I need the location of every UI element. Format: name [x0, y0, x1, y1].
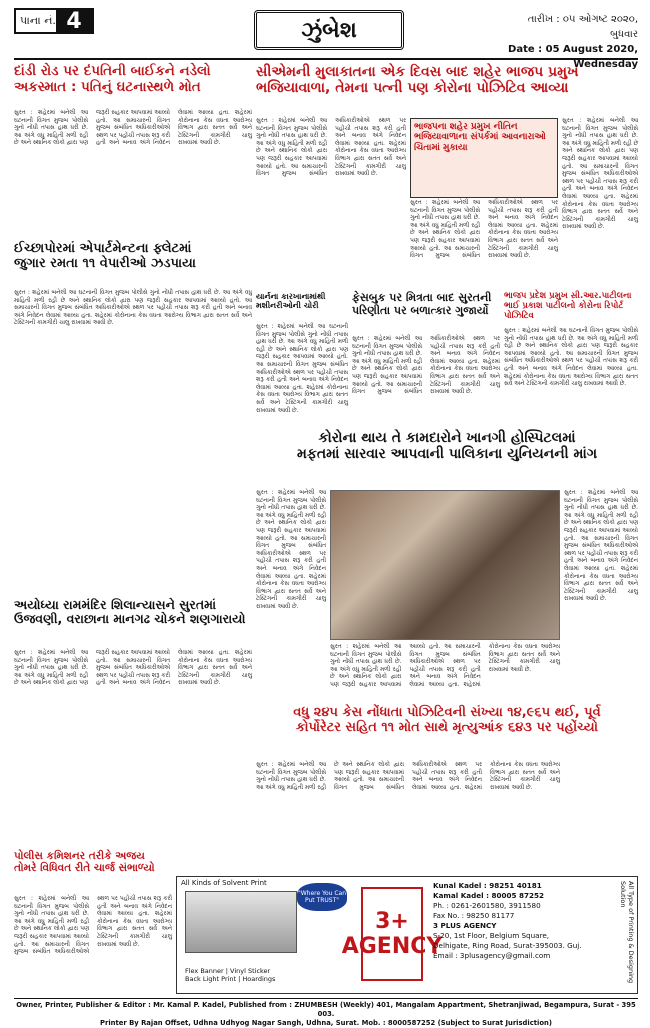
ad-company: 3 PLUS AGENCY: [433, 921, 497, 930]
ad-contact-kunal: Kunal Kadel : 98251 40181: [433, 881, 542, 890]
union-body-left: સુરત : શહેરમાં બનેલી આ ઘટનાની વિગત મુજબ પોલીસે ગુનો નોંધી તપાસ હાથ ધરી છે. આ અંગે વધુ માહિતી મળી રહી છે અને સ્થાનિક લોકો દ્વારા પણ જરૂરી સહકાર આપવામાં આવ્યો હતો. આ સમાચારની વિગત મુજબ સંબંધિત અધિકારીઓએ સ્થળ પર પહોંચી તપાસ શરૂ કરી હતી અને બનાવ અંગે નિવેદન લેવામાં આવ્યા હતા. શહેરમાં કોરોનાના કેસ વધતા આરોગ્ય વિભાગ દ્વારા સતત સર્વે અને ટેસ્ટિંગની કામગીરી ચાલુ રાખવામાં આવી છે.: [256, 490, 326, 610]
yarn-headline-line2: મશીનરીઓની ચોરી: [256, 301, 319, 311]
cm-headline: [256, 64, 638, 114]
union-meeting-photo: [330, 490, 560, 640]
dandi-headline: [14, 64, 252, 108]
cases-headline-line1: વધુ ૨૪૫ કેસ નોંધાતા પોઝિટિવની સંખ્યા ૧૪,૯૬૫ થઈ, પૂર્વ: [293, 705, 601, 720]
page-label: પાના નં.: [20, 14, 56, 27]
cm-body-right: સુરત : શહેરમાં બનેલી આ ઘટનાની વિગત મુજબ પોલીસે ગુનો નોંધી તપાસ હાથ ધરી છે. આ અંગે વધુ માહિતી મળી રહી છે અને સ્થાનિક લોકો દ્વારા પણ જરૂરી સહકાર આપવામાં આવ્યો હતો. આ સમાચારની વિગત મુજબ સંબંધિત અધિકારીઓએ સ્થળ પર પહોંચી તપાસ શરૂ કરી હતી અને બનાવ અંગે નિવેદન લેવામાં આવ્યા હતા. શહેરમાં કોરોનાના કેસ વધતા આરોગ્ય વિભાગ દ્વારા સતત સર્વે અને ટેસ્ટિંગની કામગીરી ચાલુ રાખવામાં આવી છે.: [562, 118, 638, 231]
dandi-headline-line1: દાંડી રોડ પર દંપતિની બાઈકને નડેલો: [14, 63, 211, 79]
cm-inset-body: સુરત : શહેરમાં બનેલી આ ઘટનાની વિગત મુજબ પોલીસે ગુનો નોંધી તપાસ હાથ ધરી છે. આ અંગે વધુ માહિતી મળી રહી છે અને સ્થાનિક લોકો દ્વારા પણ જરૂરી સહકાર આપવામાં આવ્યો હતો. આ સમાચારની વિગત મુજબ સંબંધિત અધિકારીઓએ સ્થળ પર પહોંચી તપાસ શરૂ કરી હતી અને બનાવ અંગે નિવેદન લેવામાં આવ્યા હતા. શહેરમાં કોરોનાના કેસ વધતા આરોગ્ય વિભાગ દ્વારા સતત સર્વે અને ટેસ્ટિંગની કામગીરી ચાલુ રાખવામાં આવી છે.: [410, 200, 558, 260]
ad-contact: [433, 881, 611, 961]
advertisement: [176, 876, 638, 994]
ad-address1: S-20, 1st Floor, Belgium Square,: [433, 931, 550, 940]
union-headline-line1: કોરોના થાય તે કામદારોને ખાનગી હોસ્પિટલમાં: [318, 430, 576, 446]
footer-line1: Owner, Printer, Publisher & Editor : Mr. Kamal P. Kadel, Published from : ZHUMBESH (Weekly) 401, Mangalam Appartment, Shetranjiwad, Begampura, Surat - 395 003.: [16, 1001, 636, 1018]
ad-contact-kamal: Kamal Kadel : 80005 87252: [433, 891, 545, 900]
page-number: 4: [56, 10, 92, 32]
police-headline: [14, 850, 172, 894]
yarn-headline-line1: યાર્નના કારખાનામાંથી: [256, 292, 326, 301]
patil-headline-line2: ભાઈ પ્રકાશ પાટીલનો કોરોના રિપોર્ટ પોઝિટિવ: [504, 300, 624, 321]
police-headline-line1: પોલીસ કમિશનર તરીકે અજય: [14, 850, 145, 862]
page-number-box: [14, 8, 94, 34]
yarn-headline: [256, 292, 348, 322]
cases-headline-line2: કોર્પોરેટર સહિત ૧૧ મોત સાથે મૃત્યુઆંક ૬૪૩ પર પહોંચ્યો: [296, 719, 598, 735]
cm-body-left: સુરત : શહેરમાં બનેલી આ ઘટનાની વિગત મુજબ પોલીસે ગુનો નોંધી તપાસ હાથ ધરી છે. આ અંગે વધુ માહિતી મળી રહી છે અને સ્થાનિક લોકો દ્વારા પણ જરૂરી સહકાર આપવામાં આવ્યો હતો. આ સમાચારની વિગત મુજબ સંબંધિત અધિકારીઓએ સ્થળ પર પહોંચી તપાસ શરૂ કરી હતી અને બનાવ અંગે નિવેદન લેવામાં આવ્યા હતા. શહેરમાં કોરોનાના કેસ વધતા આરોગ્ય વિભાગ દ્વારા સતત સર્વે અને ટેસ્ટિંગની કામગીરી ચાલુ રાખવામાં આવી છે.: [256, 118, 406, 178]
union-headline-line2: મફતમાં સારવાર આપવાની પાલિકાના યુનિયનની માંગ: [296, 446, 598, 463]
ad-tagline: All Kinds of Solvent Print: [181, 879, 267, 887]
facebook-headline-line1: ફેસબુક પર મિત્રતા બાદ સુરતની: [352, 291, 492, 304]
union-body-right: સુરત : શહેરમાં બનેલી આ ઘટનાની વિગત મુજબ પોલીસે ગુનો નોંધી તપાસ હાથ ધરી છે. આ અંગે વધુ માહિતી મળી રહી છે અને સ્થાનિક લોકો દ્વારા પણ જરૂરી સહકાર આપવામાં આવ્યો હતો. આ સમાચારની વિગત મુજબ સંબંધિત અધિકારીઓએ સ્થળ પર પહોંચી તપાસ શરૂ કરી હતી અને બનાવ અંગે નિવેદન લેવામાં આવ્યા હતા. શહેરમાં કોરોનાના કેસ વધતા આરોગ્ય વિભાગ દ્વારા સતત સર્વે અને ટેસ્ટિંગની કામગીરી ચાલુ રાખવામાં આવી છે.: [564, 490, 638, 603]
patil-headline-line1: ભાજપ પ્રદેશ પ્રમુખ સી.આર.પાટીલના: [504, 291, 632, 301]
date-box: [506, 12, 638, 72]
ad-email: Email : 3plusagency@gmail.com: [433, 951, 551, 960]
ad-logo: 3+ AGENCY: [361, 887, 423, 981]
police-body: સુરત : શહેરમાં બનેલી આ ઘટનાની વિગત મુજબ પોલીસે ગુનો નોંધી તપાસ હાથ ધરી છે. આ અંગે વધુ માહિતી મળી રહી છે અને સ્થાનિક લોકો દ્વારા પણ જરૂરી સહકાર આપવામાં આવ્યો હતો. આ સમાચારની વિગત મુજબ સંબંધિત અધિકારીઓએ સ્થળ પર પહોંચી તપાસ શરૂ કરી હતી અને બનાવ અંગે નિવેદન લેવામાં આવ્યા હતા. શહેરમાં કોરોનાના કેસ વધતા આરોગ્ય વિભાગ દ્વારા સતત સર્વે અને ટેસ્ટિંગની કામગીરી ચાલુ રાખવામાં આવી છે.: [14, 896, 172, 956]
ayodhya-headline-line2: ઉજવણી, વરાછાના માનગઢ ચોકને શણગારાયો: [14, 611, 246, 627]
date-gujarati: તારીખ : ૦૫ ઓગષ્ટ ૨૦૨૦, બુધવાર: [527, 14, 638, 40]
police-headline-line2: તોમરે વિધિવત રીતે ચાર્જ સંભાળ્યો: [14, 862, 155, 875]
union-body-middle: સુરત : શહેરમાં બનેલી આ ઘટનાની વિગત મુજબ પોલીસે ગુનો નોંધી તપાસ હાથ ધરી છે. આ અંગે વધુ માહિતી મળી રહી છે અને સ્થાનિક લોકો દ્વારા પણ જરૂરી સહકાર આપવામાં આવ્યો હતો. આ સમાચારની વિગત મુજબ સંબંધિત અધિકારીઓએ સ્થળ પર પહોંચી તપાસ શરૂ કરી હતી અને બનાવ અંગે નિવેદન લેવામાં આવ્યા હતા. શહેરમાં કોરોનાના કેસ વધતા આરોગ્ય વિભાગ દ્વારા સતત સર્વે અને ટેસ્ટિંગની કામગીરી ચાલુ રાખવામાં આવી છે.: [330, 644, 560, 688]
ad-phone: Ph. : 0261-2601580, 3911580: [433, 901, 541, 910]
jugar-headline-line2: જુગાર રમતા ૧૧ વેપારીઓ ઝડપાયા: [14, 255, 196, 271]
cases-headline: [256, 706, 638, 758]
ayodhya-headline: [14, 598, 252, 648]
cm-headline-line2: ભજિયાવાળા, તેમના પત્ની પણ કોરોના પોઝિટિવ આવ્યા: [256, 80, 569, 97]
newspaper-logo: ઝુંબેશ: [254, 10, 404, 50]
ayodhya-headline-line1: અયોધ્યા રામમંદિર શિલાન્યાસને સુરતમાં: [14, 597, 217, 612]
facebook-headline-line2: પરિણીતા પર બળાત્કાર ગુજાર્યો: [352, 303, 489, 317]
jugar-body: સુરત : શહેરમાં બનેલી આ ઘટનાની વિગત મુજબ પોલીસે ગુનો નોંધી તપાસ હાથ ધરી છે. આ અંગે વધુ માહિતી મળી રહી છે અને સ્થાનિક લોકો દ્વારા પણ જરૂરી સહકાર આપવામાં આવ્યો હતો. આ સમાચારની વિગત મુજબ સંબંધિત અધિકારીઓએ સ્થળ પર પહોંચી તપાસ શરૂ કરી હતી અને બનાવ અંગે નિવેદન લેવામાં આવ્યા હતા. શહેરમાં કોરોનાના કેસ વધતા આરોગ્ય વિભાગ દ્વારા સતત સર્વે અને ટેસ્ટિંગની કામગીરી ચાલુ રાખવામાં આવી છે.: [14, 290, 252, 327]
ad-address2: Delhigate, Ring Road, Surat-395003. Guj.: [433, 941, 582, 950]
patil-body: સુરત : શહેરમાં બનેલી આ ઘટનાની વિગત મુજબ પોલીસે ગુનો નોંધી તપાસ હાથ ધરી છે. આ અંગે વધુ માહિતી મળી રહી છે અને સ્થાનિક લોકો દ્વારા પણ જરૂરી સહકાર આપવામાં આવ્યો હતો. આ સમાચારની વિગત મુજબ સંબંધિત અધિકારીઓએ સ્થળ પર પહોંચી તપાસ શરૂ કરી હતી અને બનાવ અંગે નિવેદન લેવામાં આવ્યા હતા. શહેરમાં કોરોનાના કેસ વધતા આરોગ્ય વિભાગ દ્વારા સતત સર્વે અને ટેસ્ટિંગની કામગીરી ચાલુ રાખવામાં આવી છે.: [504, 328, 638, 388]
jugar-headline: [14, 242, 252, 286]
cm-inset-headline: ભાજપના શહેર પ્રમુખ નીતિન ભજિયાવાળાના સંપર્કમાં આવનારાઓ ચિંતામાં મુકાયા: [414, 122, 546, 153]
cm-inset-box: [410, 118, 558, 198]
dandi-body: સુરત : શહેરમાં બનેલી આ ઘટનાની વિગત મુજબ પોલીસે ગુનો નોંધી તપાસ હાથ ધરી છે. આ અંગે વધુ માહિતી મળી રહી છે અને સ્થાનિક લોકો દ્વારા પણ જરૂરી સહકાર આપવામાં આવ્યો હતો. આ સમાચારની વિગત મુજબ સંબંધિત અધિકારીઓએ સ્થળ પર પહોંચી તપાસ શરૂ કરી હતી અને બનાવ અંગે નિવેદન લેવામાં આવ્યા હતા. શહેરમાં કોરોનાના કેસ વધતા આરોગ્ય વિભાગ દ્વારા સતત સર્વે અને ટેસ્ટિંગની કામગીરી ચાલુ રાખવામાં આવી છે.: [14, 110, 252, 147]
date-english: Date : 05 August 2020, Wednesday: [508, 44, 638, 70]
ad-side-text: All Type of Printing & Designing Solution: [619, 881, 635, 984]
patil-headline: [504, 292, 638, 326]
facebook-headline: [352, 292, 500, 334]
ayodhya-body: સુરત : શહેરમાં બનેલી આ ઘટનાની વિગત મુજબ પોલીસે ગુનો નોંધી તપાસ હાથ ધરી છે. આ અંગે વધુ માહિતી મળી રહી છે અને સ્થાનિક લોકો દ્વારા પણ જરૂરી સહકાર આપવામાં આવ્યો હતો. આ સમાચારની વિગત મુજબ સંબંધિત અધિકારીઓએ સ્થળ પર પહોંચી તપાસ શરૂ કરી હતી અને બનાવ અંગે નિવેદન લેવામાં આવ્યા હતા. શહેરમાં કોરોનાના કેસ વધતા આરોગ્ય વિભાગ દ્વારા સતત સર્વે અને ટેસ્ટિંગની કામગીરી ચાલુ રાખવામાં આવી છે.: [14, 650, 252, 687]
imprint-footer: [14, 998, 638, 1028]
ad-items: Flex Banner | Vinyl Sticker Back Light Print | Hoardings: [185, 967, 276, 983]
ad-fax: Fax No. : 98250 81177: [433, 911, 515, 920]
cases-body: સુરત : શહેરમાં બનેલી આ ઘટનાની વિગત મુજબ પોલીસે ગુનો નોંધી તપાસ હાથ ધરી છે. આ અંગે વધુ માહિતી મળી રહી છે અને સ્થાનિક લોકો દ્વારા પણ જરૂરી સહકાર આપવામાં આવ્યો હતો. આ સમાચારની વિગત મુજબ સંબંધિત અધિકારીઓએ સ્થળ પર પહોંચી તપાસ શરૂ કરી હતી અને બનાવ અંગે નિવેદન લેવામાં આવ્યા હતા. શહેરમાં કોરોનાના કેસ વધતા આરોગ્ય વિભાગ દ્વારા સતત સર્વે અને ટેસ્ટિંગની કામગીરી ચાલુ રાખવામાં આવી છે.: [256, 762, 560, 791]
dandi-headline-line2: અકસ્માત : પતિનું ઘટનાસ્થળે મોત: [14, 78, 201, 95]
jugar-headline-line1: ઈચ્છાપોરમાં એપાર્ટમેન્ટના ફ્લેટમાં: [14, 241, 192, 256]
union-headline: [256, 430, 638, 486]
facebook-body: સુરત : શહેરમાં બનેલી આ ઘટનાની વિગત મુજબ પોલીસે ગુનો નોંધી તપાસ હાથ ધરી છે. આ અંગે વધુ માહિતી મળી રહી છે અને સ્થાનિક લોકો દ્વારા પણ જરૂરી સહકાર આપવામાં આવ્યો હતો. આ સમાચારની વિગત મુજબ સંબંધિત અધિકારીઓએ સ્થળ પર પહોંચી તપાસ શરૂ કરી હતી અને બનાવ અંગે નિવેદન લેવામાં આવ્યા હતા. શહેરમાં કોરોનાના કેસ વધતા આરોગ્ય વિભાગ દ્વારા સતત સર્વે અને ટેસ્ટિંગની કામગીરી ચાલુ રાખવામાં આવી છે.: [352, 336, 500, 396]
ad-slogan: "Where You Can Put TRUST": [297, 883, 347, 911]
masthead: [14, 8, 638, 70]
footer-line2: Printer By Rajan Offset, Udhna Udhyog Nagar Sangh, Udhna, Surat. Mob. : 8000587252 (Subject to Surat Jurisdiction): [100, 1019, 552, 1027]
cm-headline-line1: સીએમની મુલાકાતના એક દિવસ બાદ શહેર ભાજપ પ્રમુખ: [256, 64, 579, 80]
printer-image: [185, 891, 297, 953]
yarn-body: સુરત : શહેરમાં બનેલી આ ઘટનાની વિગત મુજબ પોલીસે ગુનો નોંધી તપાસ હાથ ધરી છે. આ અંગે વધુ માહિતી મળી રહી છે અને સ્થાનિક લોકો દ્વારા પણ જરૂરી સહકાર આપવામાં આવ્યો હતો. આ સમાચારની વિગત મુજબ સંબંધિત અધિકારીઓએ સ્થળ પર પહોંચી તપાસ શરૂ કરી હતી અને બનાવ અંગે નિવેદન લેવામાં આવ્યા હતા. શહેરમાં કોરોનાના કેસ વધતા આરોગ્ય વિભાગ દ્વારા સતત સર્વે અને ટેસ્ટિંગની કામગીરી ચાલુ રાખવામાં આવી છે.: [256, 324, 348, 414]
